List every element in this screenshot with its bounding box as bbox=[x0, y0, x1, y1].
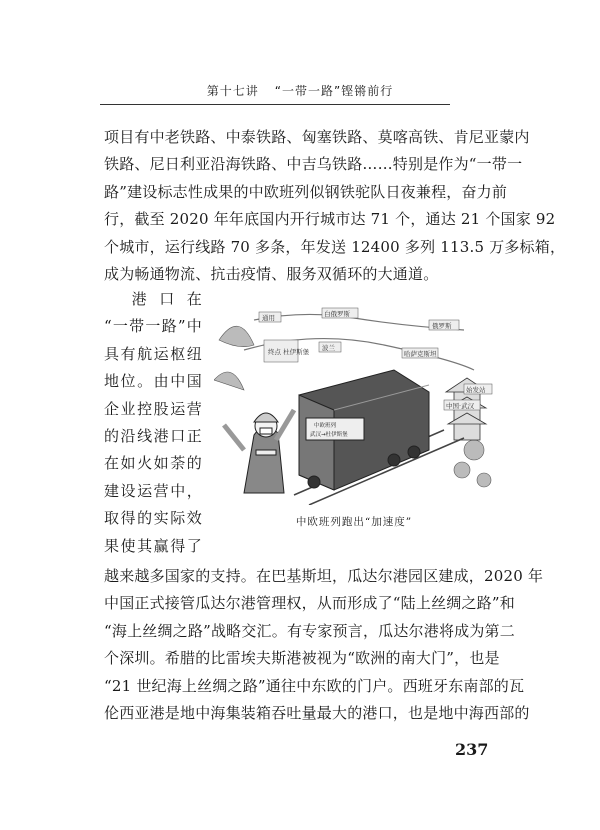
train-label: 中欧班列 bbox=[314, 423, 337, 429]
sign-mid: 波兰 bbox=[322, 344, 335, 352]
illustration-china-europe-railway bbox=[214, 300, 494, 505]
text-line: 个城市，运行线路 70 多条，年发送 12400 多列 113.5 万多标箱， bbox=[104, 237, 566, 256]
text-line: “21 世纪海上丝绸之路”通往中东欧的门户。西班牙东南部的瓦 bbox=[104, 676, 525, 695]
text-line: 越来越多国家的支持。在巴基斯坦，瓜达尔港园区建成，2020 年 bbox=[104, 567, 544, 585]
text-line: 在如火如荼的 bbox=[104, 454, 202, 473]
text-line: “一带一路”中 bbox=[104, 317, 202, 336]
sign-top-left: 通用 bbox=[262, 314, 275, 322]
text-line: “海上丝绸之路”战略交汇。有专家预言，瓜达尔港将成为第二 bbox=[104, 621, 515, 640]
text-line: 港口在 bbox=[104, 290, 202, 308]
text-line: 行，截至 2020 年年底国内开行城市达 71 个，通达 21 个国家 92 bbox=[104, 210, 556, 229]
text-line: 企业控股运营 bbox=[104, 399, 202, 418]
paragraph-2-wrapped bbox=[104, 286, 202, 560]
text-line: 果使其赢得了 bbox=[104, 536, 202, 555]
sign-far-right: 始发站 bbox=[466, 386, 486, 394]
sign-top-mid: 白俄罗斯 bbox=[324, 310, 350, 318]
text-line: 成为畅通物流、抗击疫情、服务双循环的大通道。 bbox=[104, 264, 439, 283]
text-line: 路”建设标志性成果的中欧班列似钢铁驼队日夜兼程，奋力前 bbox=[104, 182, 508, 201]
page-number: 237 bbox=[455, 740, 489, 759]
sign-top-right: 俄罗斯 bbox=[432, 322, 452, 330]
text-line: 铁路、尼日利亚沿海铁路、中吉乌铁路……特别是作为“一带一 bbox=[104, 155, 523, 174]
text-line: 的沿线港口正 bbox=[104, 426, 202, 445]
paragraph-3 bbox=[104, 563, 544, 727]
text-line: 取得的实际效 bbox=[104, 509, 202, 528]
text-line: 个深圳。希腊的比雷埃夫斯港被视为“欧洲的南大门”，也是 bbox=[104, 649, 500, 668]
sign-right-mid: 哈萨克斯坦 bbox=[404, 350, 437, 358]
text-line: 建设运营中， bbox=[104, 481, 202, 500]
paragraph-1 bbox=[104, 124, 566, 288]
figure-caption: 中欧班列跑出“加速度” bbox=[295, 516, 413, 528]
text-line: 地位。由中国 bbox=[104, 372, 202, 391]
running-header bbox=[0, 82, 600, 99]
header-rule bbox=[100, 104, 450, 105]
header-title: “一带一路”铿锵前行 bbox=[274, 84, 394, 98]
text-line: 具有航运枢纽 bbox=[104, 344, 202, 363]
train-route: 武汉→杜伊斯堡 bbox=[310, 432, 348, 438]
header-lecture: 第十七讲 bbox=[206, 84, 259, 98]
text-line: 中国正式接管瓜达尔港管理权，从而形成了“陆上丝绸之路”和 bbox=[104, 594, 515, 613]
text-line: 伦西亚港是地中海集装箱吞吐量最大的港口，也是地中海西部的 bbox=[104, 703, 530, 722]
sign-right: 中国·武汉 bbox=[446, 402, 475, 410]
sign-left-mid: 终点 杜伊斯堡 bbox=[268, 348, 310, 356]
text-line: 项目有中老铁路、中泰铁路、匈塞铁路、莫喀高铁、肯尼亚蒙内 bbox=[104, 128, 530, 146]
